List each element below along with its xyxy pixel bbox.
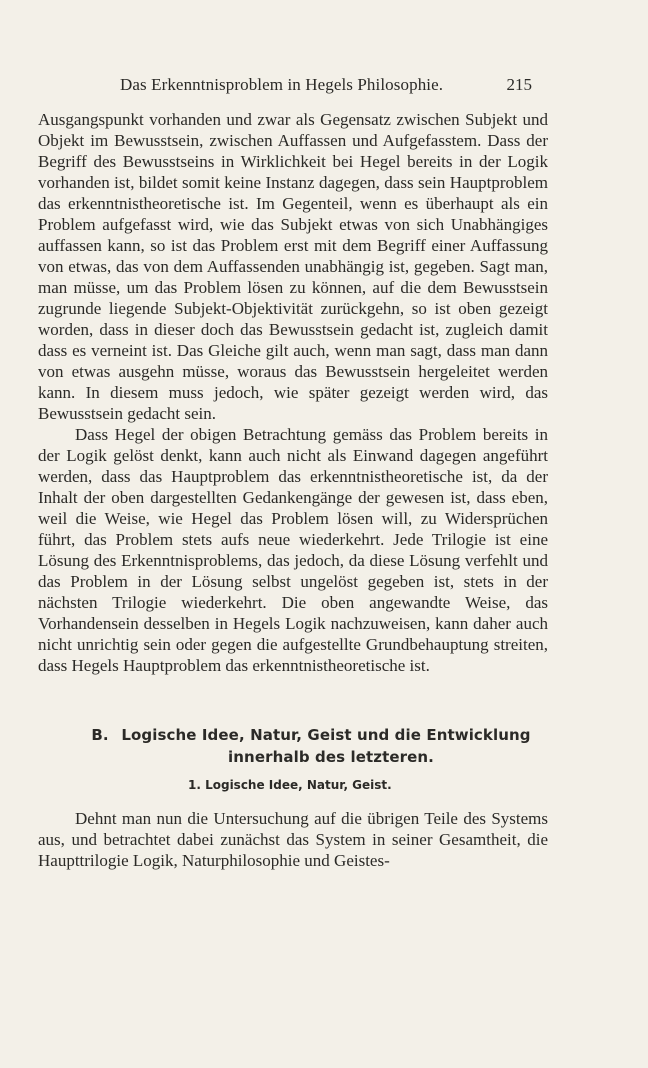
running-header — [38, 72, 548, 98]
paragraph-continuation: Ausgangspunkt vorhanden und zwar als Gegensatz zwischen Subjekt und Objekt im Bewusstsein, zwischen Auffassen und Aufgefasstem. Dass der Begriff des Bewusstseins in Wirklichkeit bei Hegel bereits in der Logik vorhanden ist, bildet somit keine Instanz dagegen, dass sein Hauptproblem das erkenntnistheoretische ist. Im Gegenteil, wenn es überhaupt als ein Problem aufgefasst wird, wie das Subjekt etwas von sich Unabhängiges auffassen kann, so ist das Problem erst mit dem Begriff einer Auffassung von etwas, das von dem Auffassenden unabhängig ist, gegeben. Sagt man, man müsse, um das Problem lösen zu können, auf die dem Bewusstsein zugrunde liegende Subjekt-Objektivität zurückgehn, so ist oben gezeigt worden, dass in dieser doch das Bewusstsein gedacht ist, zugleich damit dass es verneint ist. Das Gleiche gilt auch, wenn man sagt, dass man dann von etwas ausgehn müsse, woraus das Bewusstsein hergeleitet werden kann. In diesem muss jedoch, wie später gezeigt werden wird, das Bewusstsein gedacht sein. — [38, 110, 548, 423]
subsection-heading: 1. Logische Idee, Natur, Geist. — [188, 778, 392, 792]
running-title: Das Erkenntnisproblem in Hegels Philosophie. — [120, 75, 444, 94]
main-text — [38, 109, 548, 871]
section-spacing — [38, 676, 548, 724]
section-heading — [76, 724, 546, 768]
section-title-line-2: innerhalb des letzteren. — [228, 748, 434, 766]
page-number: 215 — [506, 75, 532, 94]
paragraph: Dass Hegel der obigen Betrachtung gemäss das Problem bereits in der Logik gelöst denkt, kann auch nicht als Einwand dagegen angeführt werden, dass das Hauptproblem das erkenntnistheoretische ist, da der Inhalt der oben dargestellten Gedankengänge der gewesen ist, dass eben, weil die Weise, wie Hegel das Problem lösen will, zu Widersprüchen führt, das Problem stets aufs neue wiederkehrt. Jede Trilogie ist eine Lösung des Erkenntnisproblems, das jedoch, da diese Lösung verfehlt und das Problem in der Lösung selbst ungelöst gegeben ist, stets in der nächsten Trilogie wiederkehrt. Die oben angewandte Weise, das Vorhandensein desselben in Hegels Logik nachzuweisen, kann daher auch nicht unrichtig sein oder gegen die aufgestellte Grundbehauptung streiten, dass Hegels Hauptproblem das erkenntnistheoretische ist. — [38, 425, 548, 675]
section-letter: B. — [91, 726, 109, 744]
section-title-line-1: Logische Idee, Natur, Geist und die Entwicklung — [121, 726, 531, 744]
book-page — [38, 72, 548, 871]
closing-paragraph: Dehnt man nun die Untersuchung auf die übrigen Teile des Systems aus, und betrachtet dabei zunächst das System in seiner Gesamtheit, die Haupttrilogie Logik, Naturphilosophie und Geistes- — [38, 809, 548, 870]
